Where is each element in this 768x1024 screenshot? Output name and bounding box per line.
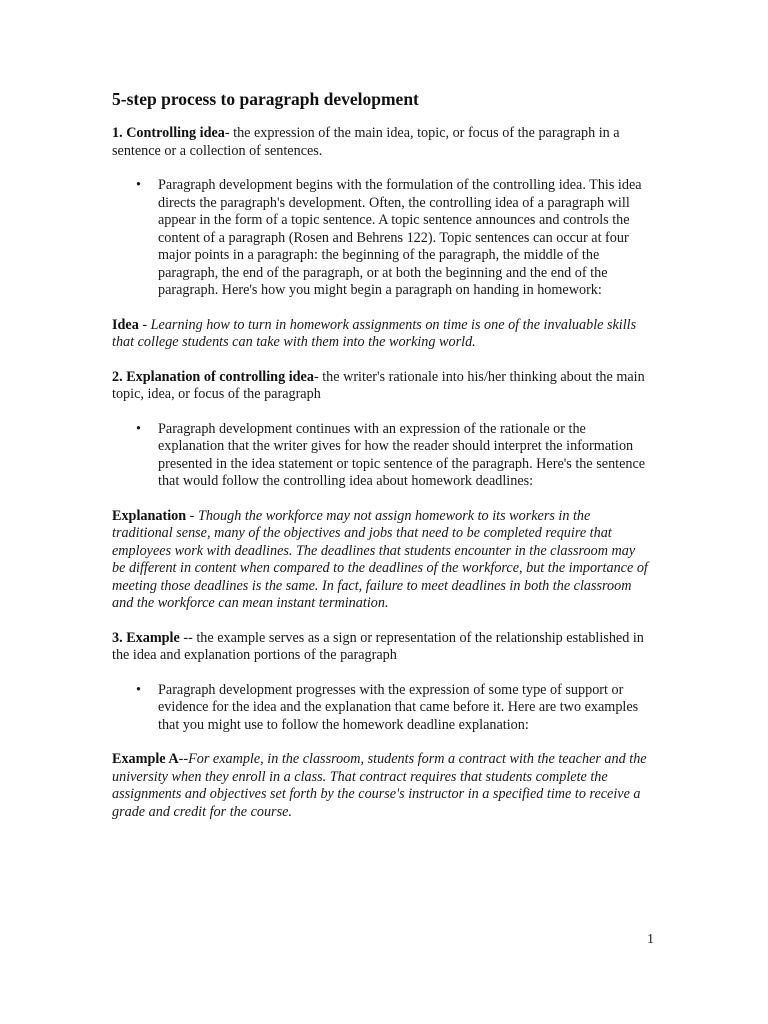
page-title: 5-step process to paragraph development [112,89,419,109]
section-2-bullet-list [112,421,652,491]
bullet-icon: • [136,681,141,698]
section-2-example-text: Though the workforce may not assign homework to its workers in the traditional sense, many of the objectives and jobs that need to be completed require that employees work with deadlines. The deadlines that students encounter in the classroom may be different in content when compared to the deadlines of the workforce, but the importance of meeting those deadlines is the same. In fact, failure to meet deadlines in both the classroom and the workforce can mean instant termination. [112,507,648,611]
section-2-example [112,508,652,613]
section-1-example-text: Learning how to turn in homework assignments on time is one of the invaluable skills that college students can take with them into the working world. [112,316,637,350]
section-3-bullet-list [112,682,652,735]
section-1-bullet-list [112,177,652,300]
section-3-example-separator: -- [178,751,189,767]
page-number: 1 [647,932,654,947]
section-1-definition [112,125,652,160]
section-1-example [112,317,652,352]
section-2-heading: 2. Explanation of controlling idea [112,368,314,385]
section-3-bullet-text: Paragraph development progresses with the expression of some type of support or evidence for the idea and the explanation that came before it. Here are two examples that you might use to follow the homework deadline explanation: [158,681,639,733]
section-3-definition [112,630,652,665]
list-item [136,177,652,300]
section-3-example-text: For example, in the classroom, students form a contract with the teacher and the university when they enroll in a class. That contract requires that students complete the assignments and objectives set forth by the course's instructor in a specified time to receive a grade and credit for the course. [112,751,647,820]
section-2-definition-text: - the writer's rationale into his/her thinking about the main topic, idea, or focus of the paragraph [112,368,645,402]
section-2-definition [112,369,652,404]
section-1-definition-text: - the expression of the main idea, topic, or focus of the paragraph in a sentence or a collection of sentences. [112,125,620,159]
section-2-example-separator: - [186,507,198,524]
section-1-heading: 1. Controlling idea [112,125,225,141]
section-3-definition-text: -- the example serves as a sign or representation of the relationship established in the idea and explanation portions of the paragraph [112,629,644,663]
document-content [112,88,652,838]
section-1-bullet-text: Paragraph development begins with the formulation of the controlling idea. This idea directs the paragraph's development. Often, the controlling idea of a paragraph will appear in the form of a topic sentence. A topic sentence announces and controls the content of a paragraph (Rosen and Behrens 122). Topic sentences can occur at four major points in a paragraph: the beginning of the paragraph, the middle of the paragraph, the end of the paragraph, or at both the beginning and the end of the paragraph. Here's how you might begin a paragraph on handing in homework: [158,177,642,298]
section-2-example-label: Explanation [112,507,187,524]
section-3-example-label: Example A [112,751,179,767]
section-3-heading: 3. Example [112,629,180,646]
bullet-icon: • [136,177,141,193]
list-item [136,420,652,491]
section-3-example [112,751,652,821]
list-item [136,681,652,735]
bullet-icon: • [136,420,141,437]
section-1-example-label: Idea [112,316,139,333]
section-2-bullet-text: Paragraph development continues with an expression of the rationale or the explanation that the writer gives for how the reader should interpret the information presented in the idea statement or topic sentence of the paragraph. Here's the sentence that would follow the controlling idea about homework deadlines: [158,420,646,489]
section-1-example-separator: - [138,316,151,333]
